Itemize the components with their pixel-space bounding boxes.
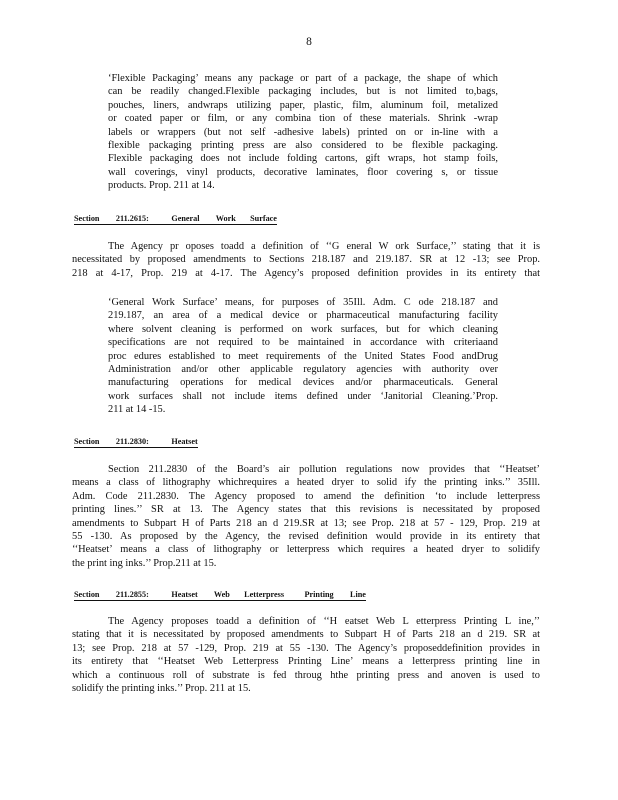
quote-line: manufacturing operations for medical devices and/or pharmaceuticals. General: [108, 377, 498, 389]
quote-line: specifications are not required to be maintained in accordance with criteriaand: [108, 337, 498, 349]
paragraph-line: necessitated by proposed amendments to Sections 218.187 and 219.187. SR at 12 -13; see Prop.: [72, 254, 540, 266]
quote-line: or coated paper or film, or any combina tion of these materials. Shrink -wrap: [108, 113, 498, 125]
paragraph-line: Section 211.2830 of the Board’s air pollution regulations now provides that ‘‘Heatset’: [108, 464, 540, 475]
quote-line: 219.187, an area of a medical device or pharmaceutical manufacturing facility: [108, 310, 498, 322]
paragraph-line: its entirety that ‘‘Heatset Web Letterpress Printing Line’ means a letterpress printing line in: [72, 656, 540, 668]
paragraph-line: ‘‘Heatset’ means a class of lithography or letterpress which requires a heated dryer to solidify: [72, 544, 540, 556]
quote-line: labels or wrappers (but not self -adhesive labels) printed on or in-line with a: [108, 126, 498, 138]
quote-line: ‘General Work Surface’ means, for purposes of 35Ill. Adm. C ode 218.187 and: [108, 297, 498, 308]
paragraph-line: amendments to Subpart H of Parts 218 an d 219.SR at 13; see Prop. 218 at 57 - 129, Prop. 219 at: [72, 517, 540, 529]
quote-line: 211 at 14 -15.: [108, 404, 166, 416]
general-work-surface-quote: [108, 296, 498, 417]
paragraph-line: stating that it is necessitated by proposed amendments to Subpart H of Parts 218 an d 219. SR at: [72, 629, 540, 641]
quote-line: where solvent cleaning is performed on work surfaces, but for which cleaning: [108, 323, 498, 335]
heatset-web-letterpress-paragraph: [72, 615, 540, 695]
heatset-paragraph: [72, 463, 540, 570]
paragraph-line: solidify the printing inks.’’ Prop. 211 at 15.: [72, 683, 251, 695]
page-number: 8: [306, 36, 312, 48]
quote-line: Flexible packaging does not include folding cartons, gift wraps, hot stamp foils,: [108, 153, 498, 165]
paragraph-line: The Agency proposes toadd a definition of ‘‘H eatset Web L etterpress Printing L ine,’’: [108, 616, 540, 627]
quote-line: can be readily changed.Flexible packaging includes, but is not limited to,bags,: [108, 86, 498, 98]
quote-line: work surfaces shall not include items defined under ‘Janitorial Cleaning.’Prop.: [108, 390, 498, 402]
quote-line: proc edures established to meet requirements of the United States Food andDrug: [108, 350, 498, 362]
paragraph-line: which a continuous roll of substrate is fed throug hthe printing press and anoven is used to: [72, 669, 540, 681]
general-work-surface-paragraph: [72, 240, 540, 280]
quote-line: pouches, liners, andwraps utilizing paper, plastic, film, aluminum foil, metalized: [108, 99, 498, 111]
section-heading-heatset-web-letterpress: Section 211.2855: Heatset Web Letterpress Printing Line: [74, 590, 366, 599]
paragraph-line: means a class of lithography whichrequires a heated dryer to solid ify the printing inks.’’ 35Ill.: [72, 477, 540, 489]
paragraph-line: Adm. Code 211.2830. The Agency proposed to amend the definition ‘to include letterpress: [72, 490, 540, 502]
flexible-packaging-quote: [108, 72, 498, 193]
paragraph-line: 218 at 4-17, Prop. 219 at 4-17. The Agency’s proposed definition provides in its entirety that: [72, 267, 540, 279]
paragraph-line: 13; see Prop. 218 at 57 -129, Prop. 219 at 55 -130. The Agency’s proposeddefinition provides in: [72, 642, 540, 654]
paragraph-line: the print ing inks.’’ Prop.211 at 15.: [72, 557, 217, 569]
quote-line: ‘Flexible Packaging’ means any package or part of a package, the shape of which: [108, 73, 498, 84]
section-heading-general-work-surface: Section 211.2615: General Work Surface: [74, 214, 277, 223]
quote-line: products. Prop. 211 at 14.: [108, 180, 215, 192]
section-heading-heatset: Section 211.2830: Heatset: [74, 437, 198, 446]
quote-line: Administration and/or other applicable regulatory agencies with authority over: [108, 364, 498, 376]
paragraph-line: 55 -130. As proposed by the Agency, the revised definition would provide in its entirety that: [72, 531, 540, 543]
quote-line: wall coverings, vinyl products, decorative laminates, floor covering s, or tissue: [108, 166, 498, 178]
paragraph-line: The Agency pr oposes toadd a definition of ‘‘G eneral W ork Surface,’’ stating that it is: [108, 241, 540, 252]
paragraph-line: printing lines.’’ SR at 13. The Agency states that this revisions is necessitated by proposed: [72, 504, 540, 516]
quote-line: flexible packaging printing press are also considered to be flexible packaging.: [108, 140, 498, 152]
